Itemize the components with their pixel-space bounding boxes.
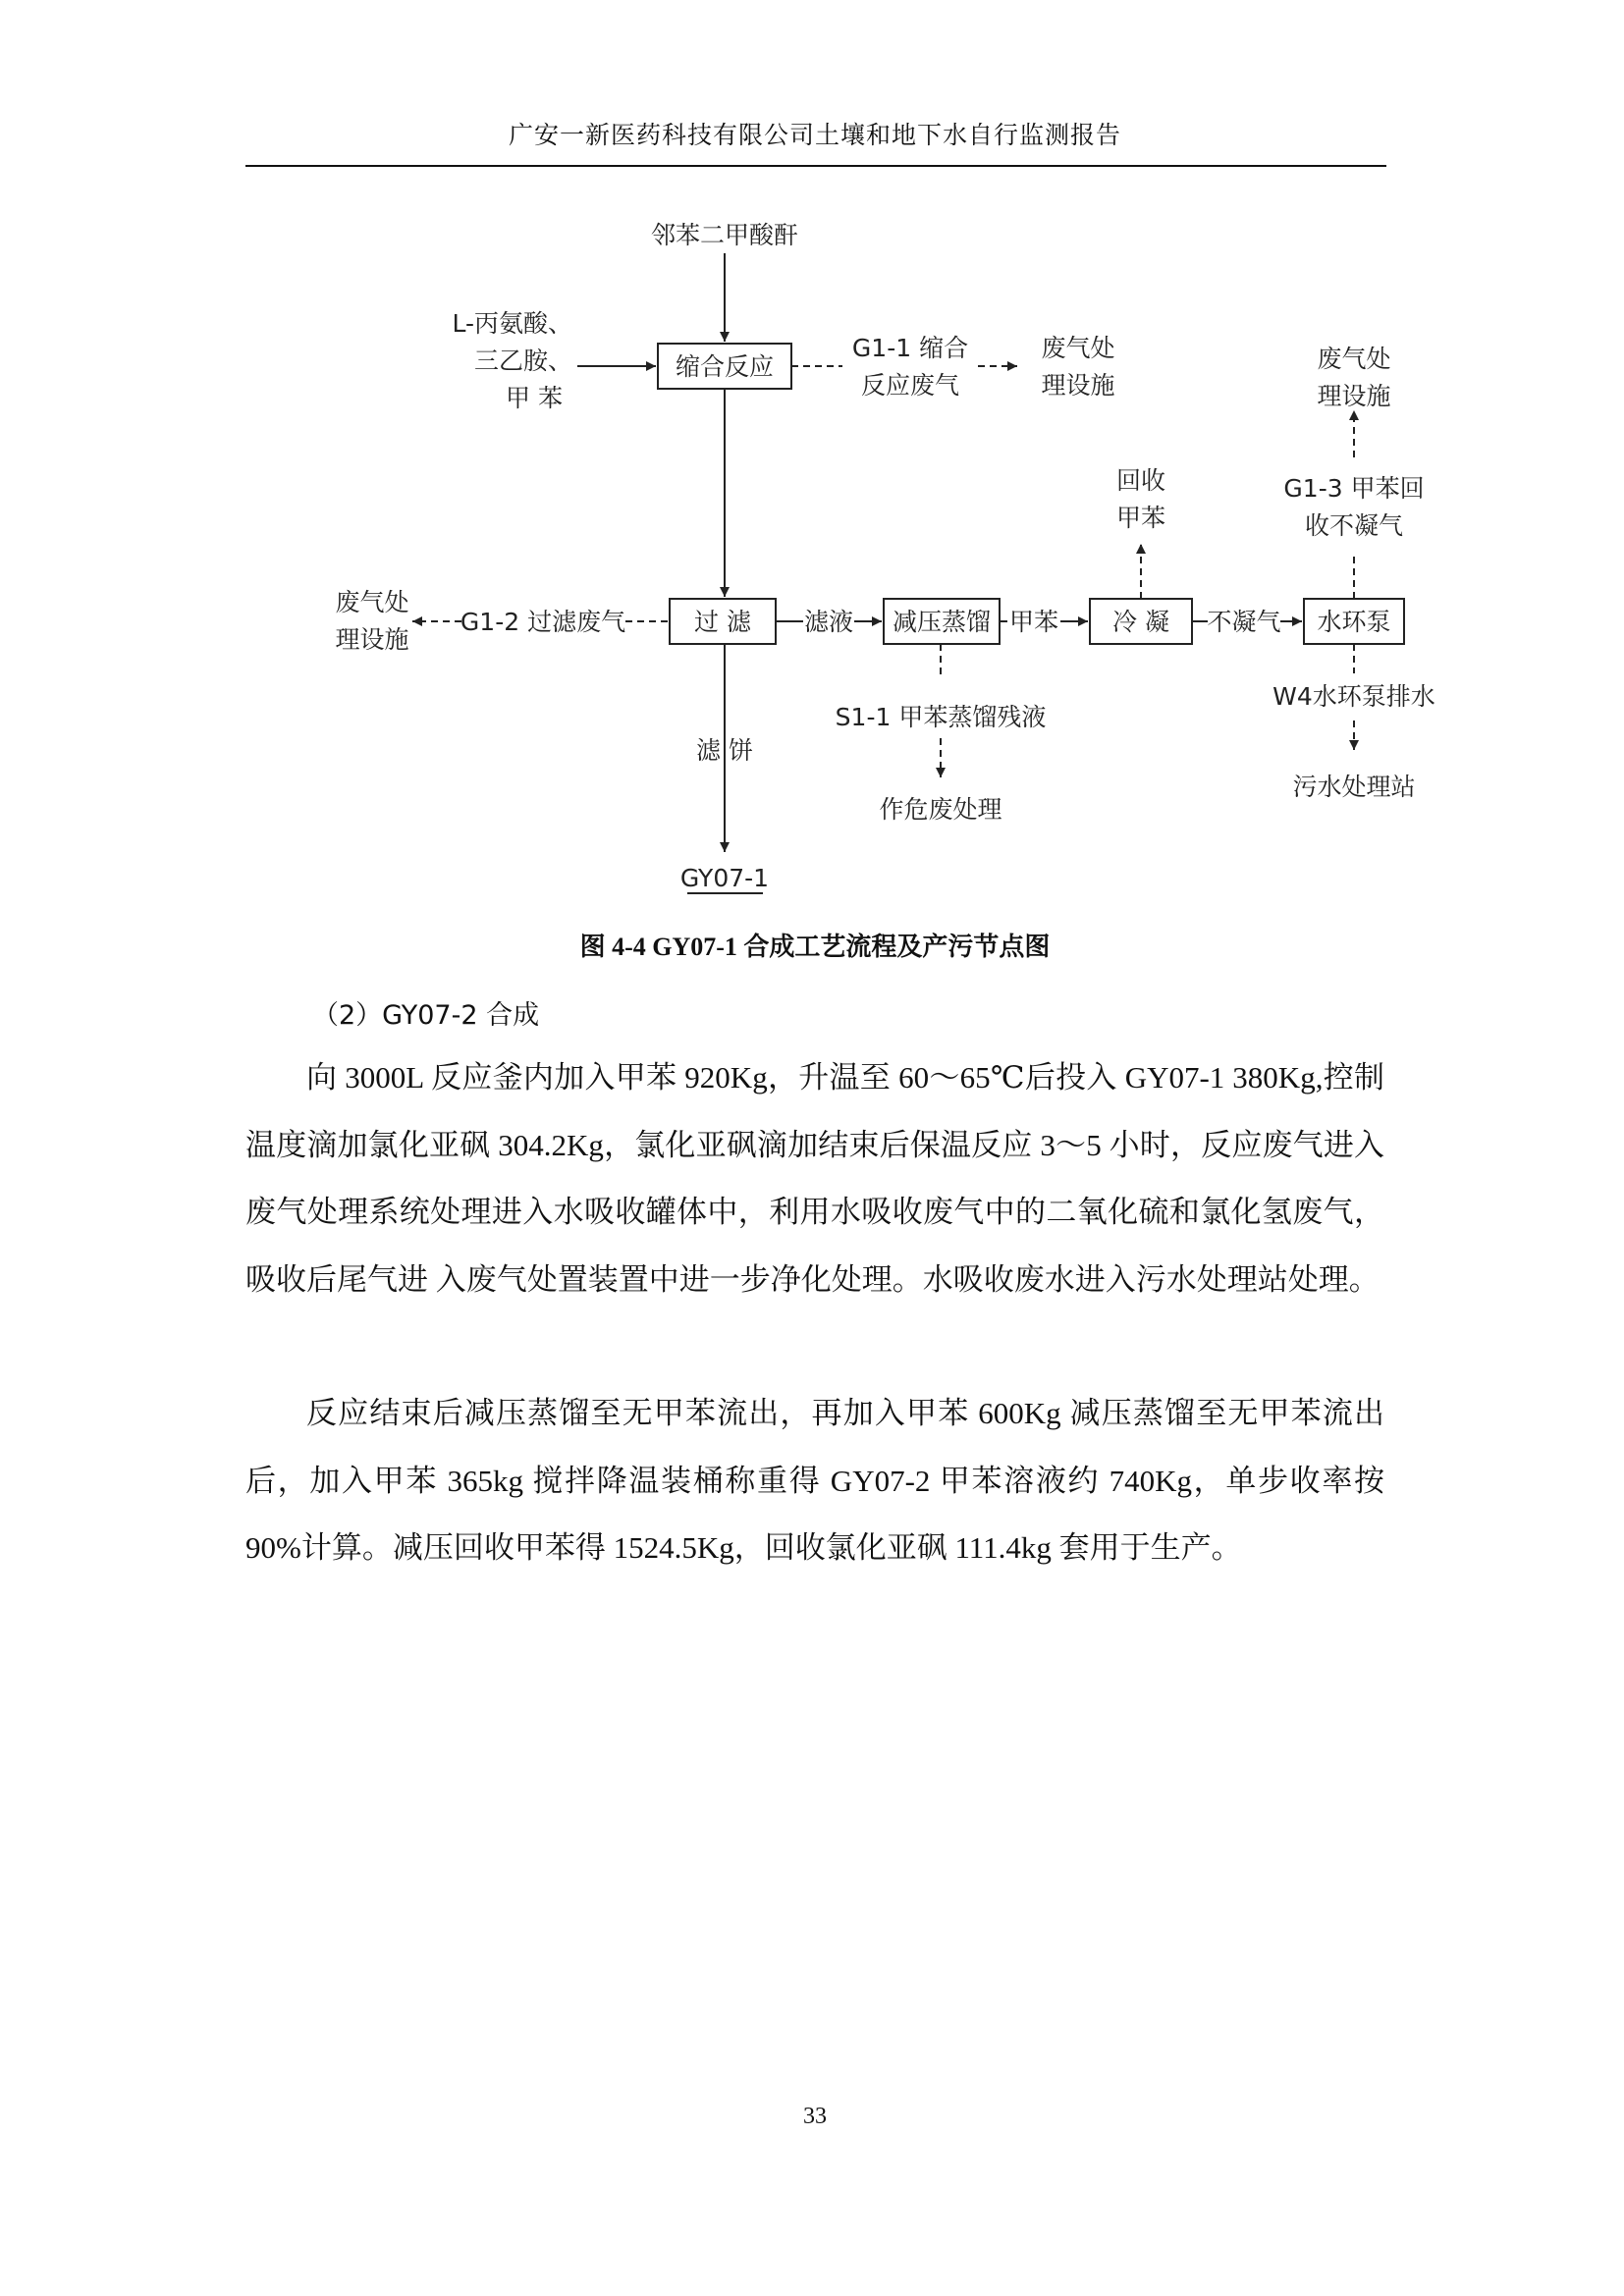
s1-1-label: S1-1 甲苯蒸馏残液 [835, 703, 1047, 731]
waste-gas-facility-3-line-1: 废气处 [1317, 345, 1391, 373]
paragraph: 反应结束后减压蒸馏至无甲苯流出，再加入甲苯 600Kg 减压蒸馏至无甲苯流出后，加入甲苯 365kg 搅拌降温装桶称重得 GY07-2 甲苯溶液约 740Kg，单步收率按 90%计算。减压回收甲苯得 1524.5Kg，回收氯化亚砜 111.4kg 套用于生产。 [245, 1396, 1384, 1565]
g1-2-label: G1-2 过滤废气 [460, 608, 626, 636]
condensation-reaction-box [658, 344, 791, 389]
filtrate-label: 滤液 [803, 608, 854, 636]
recover-toluene-line-2: 甲苯 [1115, 504, 1166, 532]
waste-gas-facility-1-line-2: 理设施 [1041, 371, 1115, 400]
filter-cake-label: 滤 饼 [696, 736, 753, 765]
g1-1-label-1: G1-1 缩合 [851, 334, 969, 362]
anhydride-label: 邻苯二甲酸酐 [650, 221, 799, 249]
reagent-label-1: L-丙氨酸、 [452, 309, 572, 338]
cooling-condensation-box [1090, 599, 1192, 644]
page-number: 33 [803, 2104, 827, 2129]
vacuum-distillation-label: 减压蒸馏 [892, 608, 992, 636]
cooling-condensation-label: 冷 凝 [1112, 608, 1169, 636]
product-label: GY07-1 [679, 864, 770, 892]
toluene-label: 甲苯 [1008, 608, 1059, 636]
w4-label: W4水环泵排水 [1272, 682, 1435, 711]
hazardous-waste-label: 作危废处理 [879, 795, 1002, 824]
filtration-label: 过 滤 [694, 608, 751, 636]
figure-caption: 图 4-4 GY07-1 合成工艺流程及产污节点图 [579, 933, 1051, 961]
section-subheading: （2）GY07-2 合成 [312, 1000, 540, 1031]
condensation-label: 缩合反应 [675, 352, 775, 381]
reagent-label-2: 三乙胺、 [473, 347, 572, 375]
waste-gas-facility-3-line-2: 理设施 [1317, 382, 1391, 410]
water-ring-pump-box [1304, 599, 1404, 644]
waste-gas-facility-1-line-1: 废气处 [1041, 334, 1115, 362]
water-ring-pump-label: 水环泵 [1317, 608, 1391, 636]
process-flow-diagram [0, 0, 1624, 923]
g1-1-label-2: 反应废气 [860, 371, 960, 400]
waste-gas-facility-2-line-1: 废气处 [335, 588, 409, 616]
noncondensable-label: 不凝气 [1207, 608, 1281, 636]
page-header: 广安一新医药科技有限公司土壤和地下水自行监测报告 [508, 121, 1121, 149]
reagent-label-3: 甲 苯 [506, 384, 563, 412]
paragraph: 向 3000L 反应釜内加入甲苯 920Kg，升温至 60～65℃后投入 GY07-1 380Kg,控制温度滴加氯化亚砜 304.2Kg，氯化亚砜滴加结束后保温反应 3～5 小时，反应废气进入废气处理系统处理进入水吸收罐体中，利用水吸收废气中的二氧化硫和氯化氢废气，吸收后尾气进 入废气处置装置中进一步净化处理。水吸收废水进入污水处理站处理。 [245, 1060, 1384, 1297]
g1-3-label-1: G1-3 甲苯回 [1283, 474, 1425, 503]
recover-toluene-line-1: 回收 [1115, 466, 1166, 495]
sewage-station-label: 污水处理站 [1292, 773, 1416, 801]
g1-3-label-2: 收不凝气 [1304, 511, 1404, 540]
vacuum-distillation-box [884, 599, 1000, 644]
waste-gas-facility-2-line-2: 理设施 [335, 625, 409, 654]
filtration-box [670, 599, 776, 644]
